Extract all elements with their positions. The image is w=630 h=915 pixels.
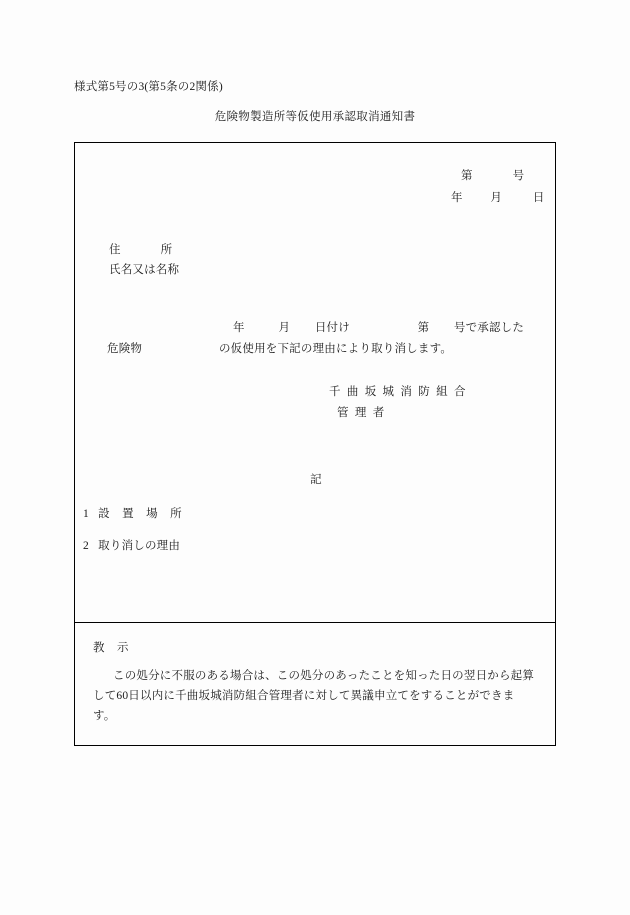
page-title: 危険物製造所等仮使用承認取消通知書 — [214, 111, 416, 123]
notice-box — [74, 622, 556, 746]
notice-text-line-3: す。 — [93, 710, 116, 722]
permission-reference-line: 年 月 日付け 第 号で承認した — [233, 322, 525, 334]
address-label: 住 所 — [109, 244, 173, 256]
organization-name: 千 曲 坂 城 消 防 組 合 — [329, 386, 466, 398]
notice-text-line-2: して60日以内に千曲坂城消防組合管理者に対して異議申立てをすることができま — [93, 690, 515, 702]
notice-text-line-1: この処分に不服のある場合は、この処分のあったことを知った日の翌日から起算 — [113, 670, 535, 682]
item-cancellation-reason: 2 取り消しの理由 — [83, 540, 181, 552]
name-label: 氏名又は名称 — [109, 264, 180, 276]
document-number-line: 第 号 — [461, 170, 525, 182]
document-date-line: 年 月 日 — [451, 192, 545, 204]
manager-label: 管 理 者 — [337, 407, 385, 419]
hazardous-materials-line: 危険物 の仮使用を下記の理由により取り消します。 — [107, 343, 453, 355]
ki-mark: 記 — [310, 474, 322, 486]
main-form-box — [74, 142, 556, 622]
item-installation-location: 1 設 置 場 所 — [83, 508, 182, 520]
notice-heading: 教 示 — [93, 642, 129, 654]
form-number: 様式第5号の3(第5条の2関係) — [74, 81, 223, 93]
